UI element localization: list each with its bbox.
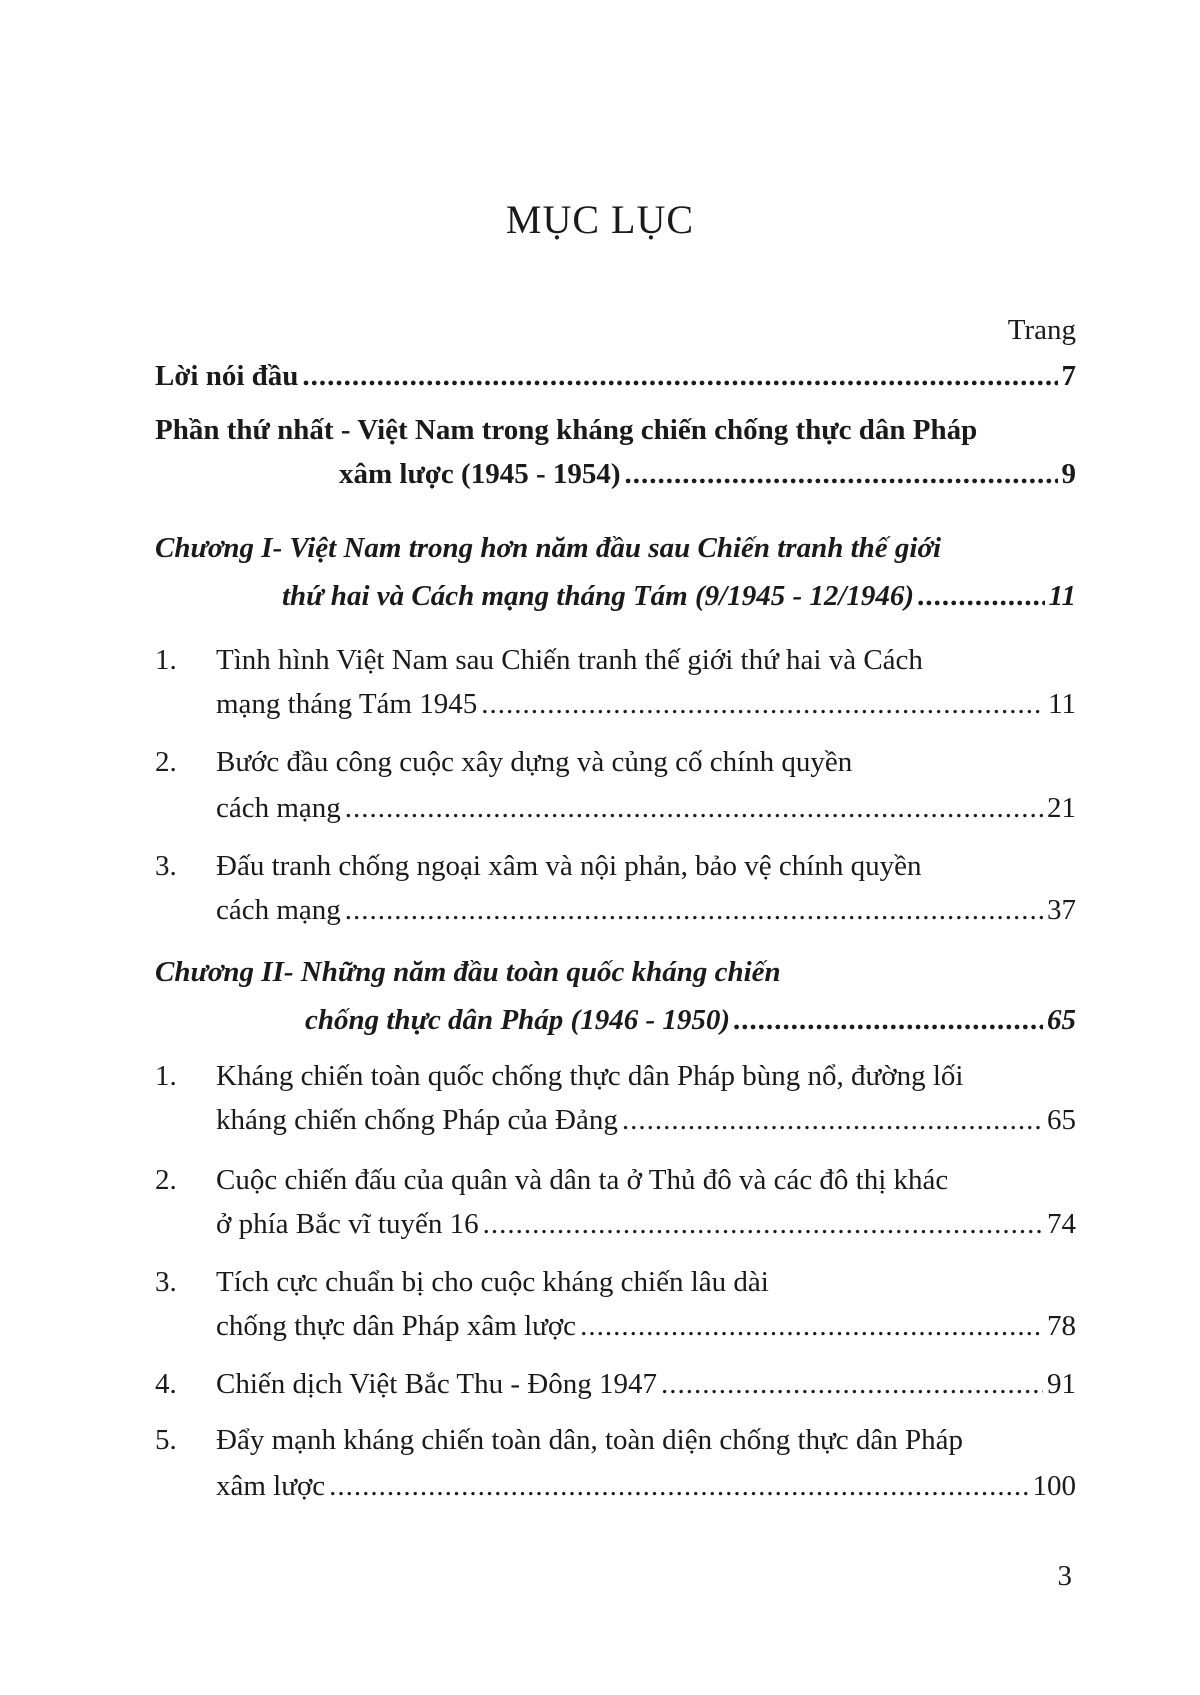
entry-page: 74 (1047, 1208, 1076, 1240)
toc-item[interactable] (216, 1204, 1076, 1244)
toc-title: MỤC LỤC (505, 197, 695, 242)
item-number: 2. (155, 1164, 177, 1196)
dot-leader (734, 1000, 1043, 1040)
item-number: 5. (155, 1424, 177, 1456)
toc-entry-chapter1[interactable] (282, 576, 1076, 616)
entry-title: thứ hai và Cách mạng tháng Tám (9/1945 - 12/1946) (282, 580, 915, 612)
toc-item-line1[interactable]: Bước đầu công cuộc xây dựng và củng cố chính quyền (216, 746, 853, 778)
dot-leader (329, 1466, 1028, 1506)
item-number: 2. (155, 746, 177, 778)
toc-item[interactable] (216, 890, 1076, 930)
entry-title: ở phía Bắc vĩ tuyến 16 (216, 1208, 479, 1240)
entry-page: 21 (1047, 792, 1076, 824)
entry-title: xâm lược (1945 - 1954) (339, 458, 621, 490)
entry-title: xâm lược (216, 1470, 326, 1502)
toc-entry-part1[interactable] (339, 454, 1076, 494)
entry-page: 65 (1047, 1004, 1076, 1036)
page-column-label: Trang (1007, 314, 1076, 346)
toc-item[interactable] (216, 1100, 1076, 1140)
entry-title: kháng chiến chống Pháp của Đảng (216, 1104, 618, 1136)
item-number: 1. (155, 644, 177, 676)
toc-item[interactable] (216, 1306, 1076, 1346)
item-number: 3. (155, 850, 177, 882)
entry-title: mạng tháng Tám 1945 (216, 688, 478, 720)
entry-page: 37 (1047, 894, 1076, 926)
toc-item-line1[interactable]: Tích cực chuẩn bị cho cuộc kháng chiến lâu dài (216, 1266, 769, 1298)
toc-item[interactable] (216, 788, 1076, 828)
toc-item[interactable] (216, 1364, 1076, 1404)
entry-page: 7 (1061, 360, 1076, 392)
dot-leader (345, 890, 1043, 930)
entry-page: 11 (1048, 580, 1076, 612)
dot-leader (661, 1364, 1043, 1404)
page-number: 3 (1057, 1560, 1072, 1592)
item-number: 1. (155, 1060, 177, 1092)
toc-item[interactable] (216, 1466, 1076, 1506)
dot-leader (483, 1204, 1043, 1244)
toc-entry-preface[interactable] (155, 356, 1076, 396)
entry-page: 9 (1061, 458, 1076, 490)
dot-leader (918, 576, 1045, 616)
toc-entry-chapter2[interactable] (305, 1000, 1076, 1040)
entry-title: chống thực dân Pháp xâm lược (216, 1310, 577, 1342)
dot-leader (302, 356, 1057, 396)
entry-page: 78 (1047, 1310, 1076, 1342)
toc-entry-part1-line1[interactable]: Phần thứ nhất - Việt Nam trong kháng chiến chống thực dân Pháp (155, 414, 978, 446)
dot-leader (481, 684, 1044, 724)
entry-title: cách mạng (216, 894, 341, 926)
dot-leader (625, 454, 1058, 494)
entry-title: chống thực dân Pháp (1946 - 1950) (305, 1004, 731, 1036)
item-number: 4. (155, 1368, 177, 1400)
toc-item-line1[interactable]: Kháng chiến toàn quốc chống thực dân Pháp bùng nổ, đường lối (216, 1060, 964, 1092)
dot-leader (345, 788, 1043, 828)
entry-page: 11 (1048, 688, 1076, 720)
entry-page: 65 (1047, 1104, 1076, 1136)
toc-item-line1[interactable]: Cuộc chiến đấu của quân và dân ta ở Thủ đô và các đô thị khác (216, 1164, 949, 1196)
entry-page: 91 (1047, 1368, 1076, 1400)
toc-item-line1[interactable]: Đẩy mạnh kháng chiến toàn dân, toàn diện chống thực dân Pháp (216, 1424, 963, 1456)
toc-item[interactable] (216, 684, 1076, 724)
entry-title: Chiến dịch Việt Bắc Thu - Đông 1947 (216, 1368, 657, 1400)
item-number: 3. (155, 1266, 177, 1298)
entry-title: Lời nói đầu (155, 360, 299, 392)
toc-entry-chapter2-line1[interactable]: Chương II- Những năm đầu toàn quốc kháng chiến (155, 956, 781, 988)
toc-item-line1[interactable]: Tình hình Việt Nam sau Chiến tranh thế giới thứ hai và Cách (216, 644, 923, 676)
entry-title: cách mạng (216, 792, 341, 824)
entry-page: 100 (1032, 1470, 1076, 1502)
dot-leader (580, 1306, 1043, 1346)
toc-entry-chapter1-line1[interactable]: Chương I- Việt Nam trong hơn năm đầu sau Chiến tranh thế giới (155, 532, 942, 564)
dot-leader (622, 1100, 1043, 1140)
toc-item-line1[interactable]: Đấu tranh chống ngoại xâm và nội phản, bảo vệ chính quyền (216, 850, 922, 882)
